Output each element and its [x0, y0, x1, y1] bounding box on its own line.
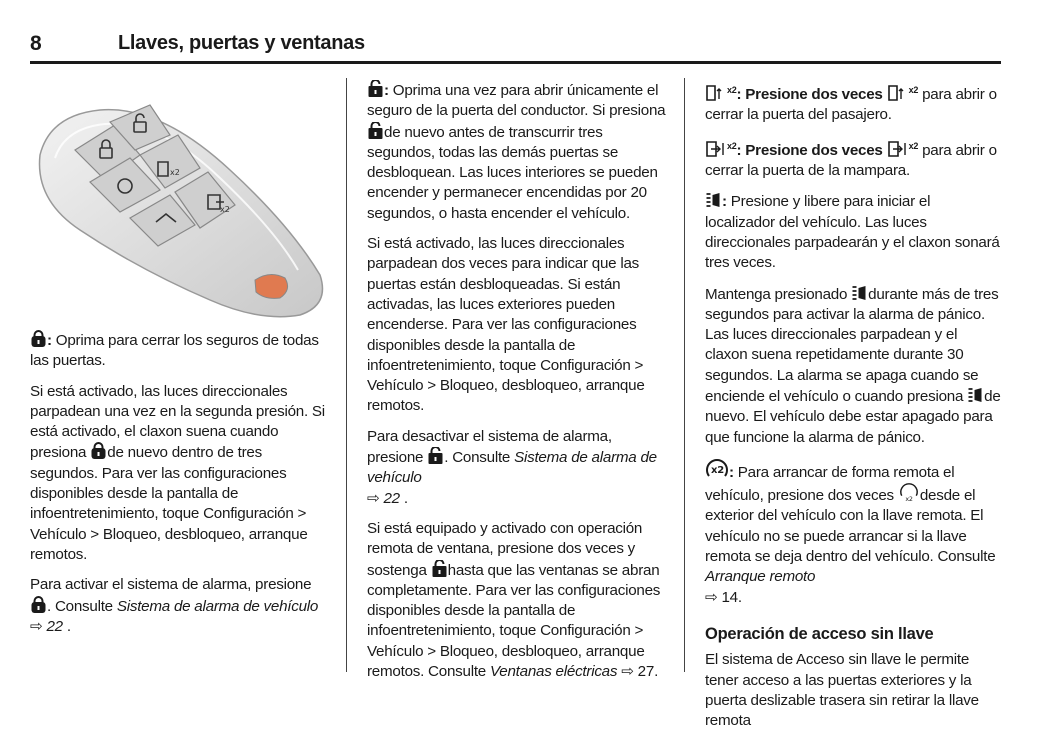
svg-text:x2: x2	[905, 496, 913, 504]
paragraph-lock-details: Si está activado, las luces direccionales parpadean una vez en la segunda presión. Si está activado, el claxon suena cuando presiona de nuevo dentro de tres segundos. Para ver las configuraciones disponibles desde la pantalla de infoentretenimiento, toque Configuración > Vehículo > Bloqueo, desbloqueo, arranque remotos.	[30, 382, 325, 563]
page-reference[interactable]: 22	[383, 489, 400, 507]
page-header	[30, 32, 1000, 64]
svg-text:x2: x2	[170, 168, 180, 177]
paragraph-remote-windows: Si está equipado y activado con operación remota de ventana, presione dos veces y sostenga hasta que las ventanas se abran completamente. Para ver las configuraciones disponibles desde la pantalla de infoentretenimiento, toque Configuración > Vehículo > Bloqueo, desbloqueo, arranque remotos. Consulte Ventanas eléctricas ⇨ 27.	[367, 519, 661, 681]
page-reference[interactable]: 14	[721, 588, 738, 606]
paragraph-remote-start: x2 : Para arrancar de forma remota el vehículo, presione dos veces x2 desde el exterior del vehículo con la llave remota. El vehículo no se puede arrancar si la llave remota se deja dentro del vehículo. Consulte Arranque remoto ⇨ 14.	[705, 458, 1002, 608]
panic-alarm-icon	[705, 191, 722, 209]
paragraph-alarm-deactivate: Para desactivar el sistema de alarma, presione . Consulte Sistema de alarma de vehículo ⇨ 22 .	[367, 427, 657, 507]
reference-link[interactable]: Ventanas eléctricas	[489, 663, 618, 681]
reference-link[interactable]: Arranque remoto	[705, 568, 816, 586]
page-title: Llaves, puertas y ventanas	[118, 32, 365, 54]
panic-alarm-icon	[967, 386, 984, 404]
remote-start-icon	[898, 483, 920, 503]
lock-icon	[90, 442, 107, 460]
lock-icon	[30, 596, 47, 614]
paragraph-partition-door: $^{x2}$: Presione dos veces $^{x2}$ para abrir o cerrar la puerta de la mampara.	[705, 140, 997, 180]
page-reference[interactable]: 27	[637, 663, 655, 681]
paragraph-unlock: : Oprima una vez para abrir únicamente el seguro de la puerta del conductor. Si presiona de nuevo antes de transcurrir tres segundos, todas las demás puertas se desbloquean. Las luces interiores se pueden encender y permanecer encendidas por 20 segundos, o hasta encender el vehículo.	[367, 82, 666, 222]
lock-icon	[30, 330, 47, 348]
unlock-icon	[367, 80, 384, 98]
paragraph-locator: : Presione y libere para iniciar el localizador del vehículo. Las luces direccionales parpadearán y el claxon sonará tres veces.	[705, 193, 1000, 272]
header-rule	[30, 61, 1001, 64]
unlock-icon	[427, 447, 444, 465]
paragraph-keyless-access: El sistema de Acceso sin llave le permite tener acceso a las puertas exteriores y la puerta deslizable trasera sin retirar la llave remota	[705, 651, 979, 730]
column-2	[367, 80, 667, 692]
column-divider-1	[346, 78, 347, 672]
column-1	[30, 330, 332, 647]
page-ref-arrow-icon: ⇨	[367, 489, 380, 507]
passenger-door-icon	[705, 84, 727, 102]
paragraph-panic-alarm: Mantenga presionado durante más de tres segundos para activar la alarma de pánico. Las luces direccionales parpadean y el claxon suena repetidamente durante 30 segundos. La alarma se apaga cuando se enciende el vehículo o cuando presiona de nuevo. El vehículo debe estar apagado para que funcione la alarma de pánico.	[705, 285, 1001, 446]
paragraph-alarm-activate: Para activar el sistema de alarma, presione . Consulte Sistema de alarma de vehículo ⇨ 22 .	[30, 576, 319, 635]
remote-start-icon	[705, 458, 729, 480]
unlock-icon	[431, 560, 448, 578]
unlock-icon	[367, 122, 384, 140]
page-ref-arrow-icon: ⇨	[705, 588, 718, 606]
column-divider-2	[684, 78, 685, 672]
svg-text:x2: x2	[711, 464, 724, 476]
reference-link[interactable]: Sistema de alarma de vehículo	[116, 597, 319, 615]
reference-link[interactable]: Sistema de alarma de vehículo	[367, 449, 657, 487]
paragraph-unlock-lights: Si está activado, las luces direccionales parpadean dos veces para indicar que las puertas están desbloqueadas. Si están activadas, las luces exteriores pueden encenderse. Para ver las configuraciones disponibles desde la pantalla de infoentretenimiento, toque Configuración > Vehículo > Bloqueo, desbloqueo, arranque remotos.	[367, 235, 645, 415]
page-ref-arrow-icon: ⇨	[30, 617, 43, 635]
paragraph-lock: : Oprima para cerrar los seguros de todas las puertas.	[30, 332, 319, 370]
key-fob-illustration	[30, 100, 332, 325]
panic-alarm-icon	[851, 284, 868, 302]
column-3	[705, 80, 1002, 741]
passenger-door-icon	[887, 84, 909, 102]
section-heading: Operación de acceso sin llave	[705, 624, 934, 643]
paragraph-passenger-door: $^{x2}$: Presione dos veces $^{x2}$ para abrir o cerrar la puerta del pasajero.	[705, 85, 997, 124]
page-reference[interactable]: 22	[46, 617, 63, 635]
svg-text:x2: x2	[220, 205, 230, 214]
partition-door-icon	[887, 140, 909, 158]
page-ref-arrow-icon: ⇨	[621, 663, 634, 681]
partition-door-icon	[705, 140, 727, 158]
page-number: 8	[30, 32, 42, 55]
